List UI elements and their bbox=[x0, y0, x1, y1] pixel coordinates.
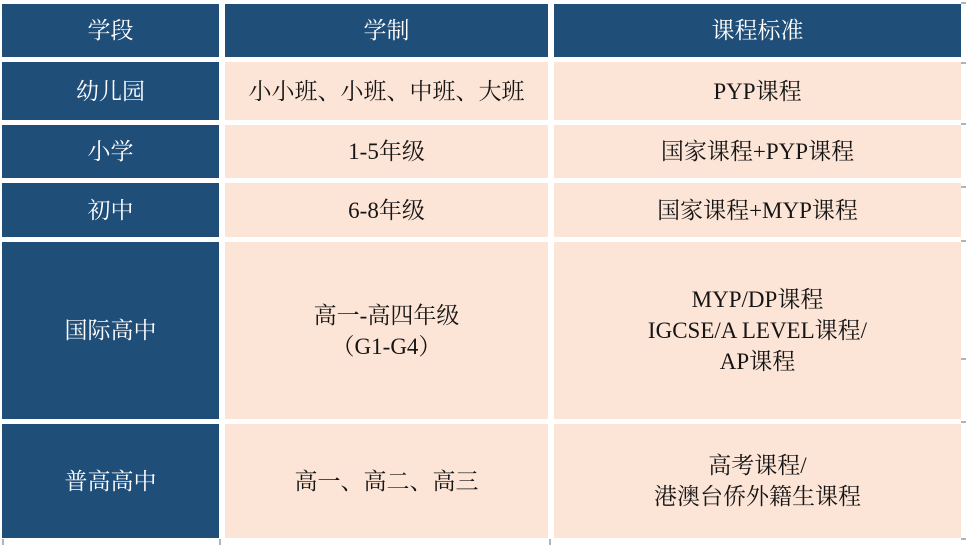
stage-cell-junior-high bbox=[2, 183, 219, 237]
curriculum-line: 国家课程+PYP课程 bbox=[660, 139, 855, 164]
gridline-tick bbox=[219, 539, 221, 545]
curriculum-line: MYP/DP课程 bbox=[691, 287, 824, 312]
curriculum-line: 港澳台侨外籍生课程 bbox=[654, 484, 861, 509]
gridline-tick bbox=[961, 538, 966, 540]
header-label-stage: 学段 bbox=[87, 18, 134, 43]
system-cell-junior-high bbox=[225, 183, 548, 237]
system-cell-kindergarten bbox=[225, 62, 548, 120]
gridline-tick bbox=[961, 62, 966, 64]
stage-label: 小学 bbox=[87, 139, 134, 164]
gridline-tick bbox=[961, 240, 966, 242]
system-cell-general-high bbox=[225, 424, 548, 538]
gridline-tick bbox=[961, 2, 966, 4]
gridline-tick bbox=[549, 539, 551, 545]
stage-cell-general-high bbox=[2, 424, 219, 538]
stage-cell-kindergarten bbox=[2, 62, 219, 120]
system-line: 小小班、小班、中班、大班 bbox=[248, 78, 525, 104]
gridline-tick bbox=[961, 123, 966, 125]
curriculum-cell-primary-school bbox=[554, 125, 961, 178]
system-line: （G1-G4） bbox=[331, 333, 442, 359]
curriculum-cell-international-high bbox=[554, 242, 961, 419]
gridline-tick bbox=[2, 539, 4, 545]
gridline-tick bbox=[961, 186, 966, 188]
system-cell-international-high bbox=[225, 242, 548, 419]
system-line: 6-8年级 bbox=[348, 197, 425, 223]
header-cell-curriculum bbox=[554, 4, 961, 57]
stage-label: 普高高中 bbox=[64, 468, 157, 494]
curriculum-line: IGCSE/A LEVEL课程/ bbox=[647, 318, 868, 343]
curriculum-line: PYP课程 bbox=[713, 78, 802, 104]
header-cell-stage bbox=[2, 4, 219, 57]
stage-cell-international-high bbox=[2, 242, 219, 419]
system-line: 1-5年级 bbox=[348, 139, 425, 164]
system-line: 高一-高四年级 bbox=[313, 302, 460, 328]
header-cell-system bbox=[225, 4, 548, 57]
system-cell-primary-school bbox=[225, 125, 548, 178]
curriculum-cell-kindergarten bbox=[554, 62, 961, 120]
header-label-system: 学制 bbox=[363, 18, 410, 43]
header-label-curriculum: 课程标准 bbox=[711, 18, 804, 43]
gridline-tick bbox=[961, 421, 966, 423]
gridline-tick bbox=[961, 358, 966, 360]
curriculum-line: 高考课程/ bbox=[708, 453, 807, 478]
curriculum-line: AP课程 bbox=[719, 349, 796, 374]
stage-label: 幼儿园 bbox=[76, 78, 145, 104]
system-line: 高一、高二、高三 bbox=[294, 468, 479, 494]
curriculum-cell-general-high bbox=[554, 424, 961, 538]
curriculum-cell-junior-high bbox=[554, 183, 961, 237]
stage-label: 国际高中 bbox=[64, 318, 157, 343]
stage-label: 初中 bbox=[87, 197, 134, 223]
curriculum-line: 国家课程+MYP课程 bbox=[657, 197, 858, 223]
stage-cell-primary-school bbox=[2, 125, 219, 178]
